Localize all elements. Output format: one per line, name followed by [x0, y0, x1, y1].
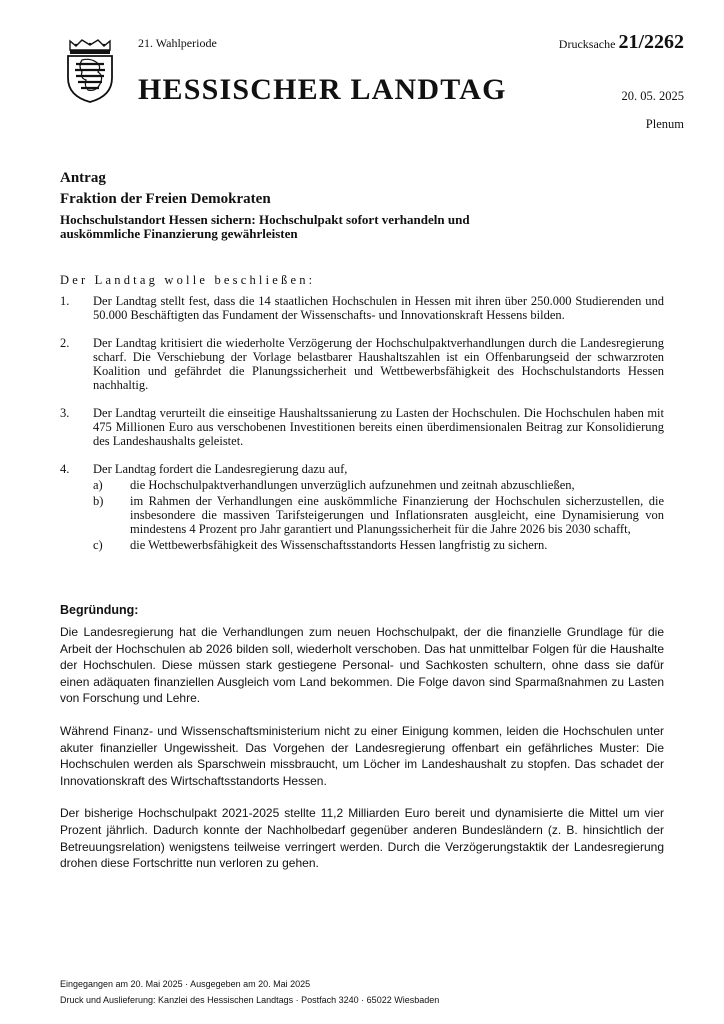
- fraktion: Fraktion der Freien Demokraten: [60, 191, 271, 207]
- drucksache-label: Drucksache: [558, 37, 616, 51]
- list-item: [60, 406, 664, 448]
- paragraph: Die Landesregierung hat die Verhandlungen zum neuen Hochschulpakt, der die finanzielle Grundlage für die Arbeit der Hochschulen ab 2026 bilden soll, wiederholt verschoben. Das hat unmittelbar Folgen für die Haushalte der Hochschulen. Diese müssen stark gestiegene Personal- und Sachkosten schultern, ohne dass sie dafür einen adäquaten finanziellen Ausgleich vom Land bekommen. Die Folge davon sind Sparmaßnahmen zu Lasten von Forschung und Lehre.: [60, 625, 664, 706]
- sub-item-letter: b): [93, 494, 104, 508]
- sub-item-text: im Rahmen der Verhandlungen eine auskömmliche Finanzierung der Hochschulen sicherzustellen, die insbesondere die massiven Tarifsteigerungen und Inflationsraten ausgleicht, eine Dynamisierung von mindestens 4 Prozent pro Jahr garantiert und Planungssicherheit für die Jahre 2026 bis 2030 schafft,: [130, 494, 664, 536]
- begruendung-body: [60, 624, 664, 888]
- plenum-label: Plenum: [645, 117, 684, 131]
- parliament-title: HESSISCHER LANDTAG: [138, 73, 507, 106]
- list-item: [60, 294, 664, 322]
- footer-dates: Eingegangen am 20. Mai 2025 · Ausgegeben am 20. Mai 2025: [60, 979, 311, 989]
- document-type: Antrag: [60, 170, 106, 186]
- drucksache-number: 21/2262: [618, 31, 684, 53]
- drucksache: [559, 31, 684, 54]
- item-text: Der Landtag stellt fest, dass die 14 staatlichen Hochschulen in Hessen mit ihren über 250.000 Studierenden und 50.000 Beschäftigten das Fundament der Wissenschafts- und Innovationskraft Hessens bilden.: [93, 294, 664, 322]
- item-text: Der Landtag verurteilt die einseitige Haushaltssanierung zu Lasten der Hochschulen. Die Hochschulen haben mit 475 Millionen Euro aus verschobenen Investitionen bereits einen überdimensionalen Beitrag zur Konsolidierung des Landeshaushalts geleistet.: [93, 406, 664, 448]
- item-text: Der Landtag kritisiert die wiederholte Verzögerung der Hochschulpaktverhandlungen durch die Landesregierung scharf. Die Verschiebung der Vorlage belastbarer Haushaltszahlen ist ein Offenbarungseid der schwarzroten Koalition und gefährdet die Planungssicherheit und Wettbewerbsfähigkeit des Hochschulstandorts Hessen nachhaltig.: [93, 336, 664, 392]
- wahlperiode: 21. Wahlperiode: [138, 36, 217, 50]
- item-number: 1.: [60, 294, 70, 308]
- resolution-items: [60, 294, 664, 566]
- sub-item-text: die Wettbewerbsfähigkeit des Wissenschaftsstandorts Hessen langfristig zu sichern.: [130, 538, 548, 552]
- list-item: [60, 336, 664, 392]
- sub-item-text: die Hochschulpaktverhandlungen unverzüglich aufzunehmen und zeitnah abzuschließen,: [130, 478, 575, 492]
- begruendung-heading: Begründung:: [60, 603, 139, 617]
- item-text: Der Landtag fordert die Landesregierung dazu auf,: [93, 462, 348, 476]
- paragraph: Der bisherige Hochschulpakt 2021-2025 stellte 11,2 Milliarden Euro bereit und dynamisierte die Mittel um vier Prozent jährlich. Dadurch konnte der Nachholbedarf gegenüber anderen Bundesländern (z. B. hinsichtlich der Betreuungsrelation) wenigstens teilweise verringert werden. Durch die Verzögerungstaktik der Landesregierung drohen diese Fortschritte nun verloren zu gehen.: [60, 806, 664, 871]
- paragraph: Während Finanz- und Wissenschaftsministerium nicht zu einer Einigung kommen, leiden die Hochschulen unter akuter finanzieller Ungewissheit. Das Vorgehen der Landesregierung offenbart ein gefährliches Muster: Die Hochschulen werden als Sparschwein missbraucht, um Löcher im Landeshaushalt zu stopfen. Das schadet der Innovationskraft des Wirtschaftsstandorts Hessen.: [60, 723, 664, 788]
- item-number: 4.: [60, 462, 70, 476]
- hessen-coat-of-arms-icon: [62, 38, 118, 104]
- document-subject: Hochschulstandort Hessen sichern: Hochschulpakt sofort verhandeln und auskömmliche Finanzierung gewährleisten: [60, 212, 470, 241]
- resolve-intro: Der Landtag wolle beschließen:: [60, 273, 316, 287]
- sub-item: [93, 538, 664, 552]
- list-item: [60, 462, 664, 552]
- sub-item-letter: a): [93, 478, 103, 492]
- item-body: [93, 462, 664, 552]
- sub-item-letter: c): [93, 538, 103, 552]
- item-number: 3.: [60, 406, 70, 420]
- document-date: 20. 05. 2025: [621, 89, 684, 103]
- item-number: 2.: [60, 336, 70, 350]
- sub-item: [93, 478, 664, 492]
- footer-address: Druck und Auslieferung: Kanzlei des Hessischen Landtags · Postfach 3240 · 65022 Wiesbaden: [60, 995, 440, 1005]
- sub-item: [93, 494, 664, 536]
